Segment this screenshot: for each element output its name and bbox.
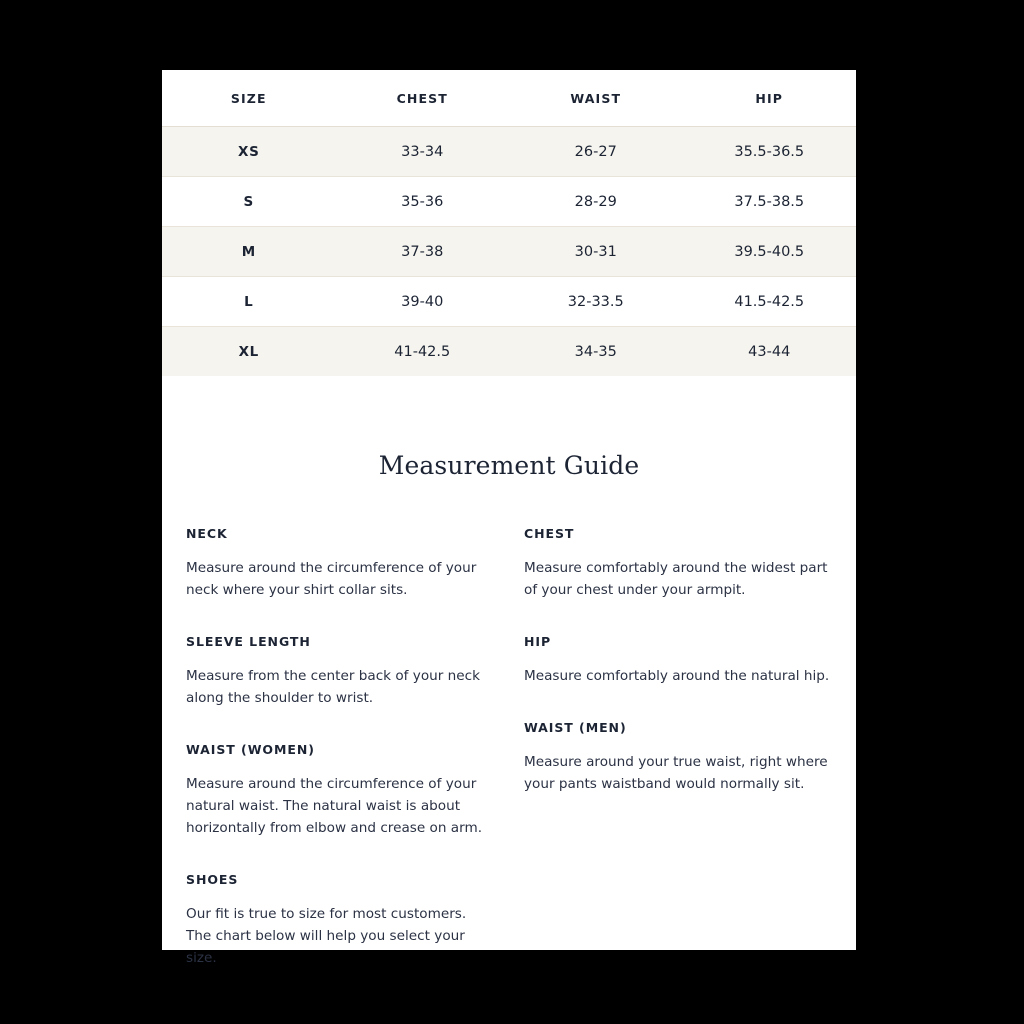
guide-body: Measure comfortably around the natural hip. — [524, 668, 830, 685]
guide-item-shoes — [186, 872, 494, 969]
guide-heading: SLEEVE LENGTH — [186, 634, 311, 650]
cell-chest: 33-34 — [336, 127, 510, 177]
guide-item-chest — [524, 526, 832, 601]
guide-heading: WAIST (MEN) — [524, 720, 627, 736]
cell-hip: 41.5-42.5 — [683, 277, 857, 327]
cell-size: S — [162, 177, 336, 227]
guide-column-right — [524, 526, 832, 1002]
guide-item-waist-men — [524, 720, 832, 795]
cell-chest: 37-38 — [336, 227, 510, 277]
cell-waist: 32-33.5 — [509, 277, 683, 327]
size-guide-page — [162, 70, 856, 967]
guide-column-left — [186, 526, 494, 1002]
guide-body: Measure around the circumference of your natural waist. The natural waist is about horizontally from elbow and crease on arm. — [186, 776, 483, 837]
cell-waist: 30-31 — [509, 227, 683, 277]
cell-waist: 28-29 — [509, 177, 683, 227]
table-row — [162, 227, 856, 277]
table-row — [162, 177, 856, 227]
column-header-hip: HIP — [683, 70, 857, 127]
cell-hip: 35.5-36.5 — [683, 127, 857, 177]
table-row — [162, 327, 856, 377]
cell-hip: 39.5-40.5 — [683, 227, 857, 277]
table-row — [162, 127, 856, 177]
cell-hip: 43-44 — [683, 327, 857, 377]
guide-item-sleeve-length — [186, 634, 494, 709]
table-header — [162, 70, 856, 127]
guide-body: Measure comfortably around the widest part of your chest under your armpit. — [524, 560, 828, 599]
guide-heading: HIP — [524, 634, 552, 650]
guide-title: Measurement Guide — [378, 451, 640, 480]
cell-waist: 26-27 — [509, 127, 683, 177]
column-header-waist: WAIST — [509, 70, 683, 127]
cell-size: XS — [162, 127, 336, 177]
guide-body: Measure around your true waist, right where your pants waistband would normally sit. — [524, 754, 828, 793]
guide-item-waist-women — [186, 742, 494, 839]
cell-chest: 41-42.5 — [336, 327, 510, 377]
size-chart-table — [162, 70, 856, 376]
guide-item-hip — [524, 634, 832, 687]
cell-waist: 34-35 — [509, 327, 683, 377]
cell-chest: 35-36 — [336, 177, 510, 227]
guide-heading: NECK — [186, 526, 228, 541]
guide-body: Measure from the center back of your neck along the shoulder to wrist. — [186, 668, 480, 707]
guide-grid — [184, 526, 834, 1002]
table-header-row — [162, 70, 856, 127]
column-header-chest: CHEST — [336, 70, 510, 127]
measurement-guide — [162, 451, 856, 1002]
guide-item-neck — [186, 526, 494, 601]
cell-hip: 37.5-38.5 — [683, 177, 857, 227]
cell-size: L — [162, 277, 336, 327]
guide-heading: SHOES — [186, 872, 239, 888]
table-body — [162, 127, 856, 377]
guide-heading: CHEST — [524, 526, 575, 541]
guide-body: Measure around the circumference of your neck where your shirt collar sits. — [186, 560, 477, 599]
cell-size: M — [162, 227, 336, 277]
guide-heading: WAIST (WOMEN) — [186, 742, 315, 758]
cell-size: XL — [162, 327, 336, 377]
column-header-size: SIZE — [162, 70, 336, 127]
table-row — [162, 277, 856, 327]
guide-body: Our fit is true to size for most customers. The chart below will help you select your size. — [186, 906, 467, 967]
cell-chest: 39-40 — [336, 277, 510, 327]
